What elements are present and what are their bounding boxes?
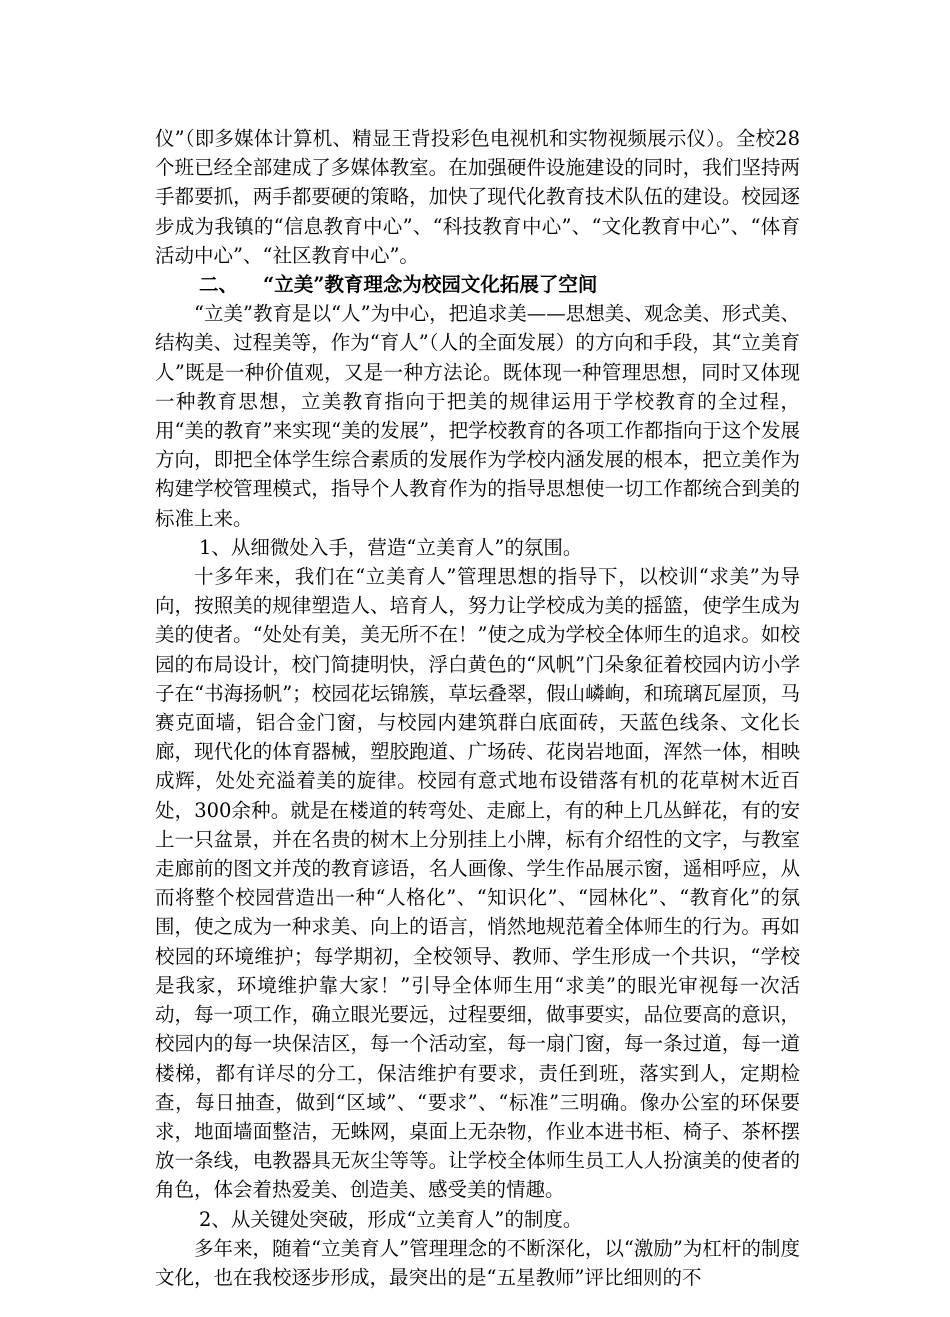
paragraph-concept: “立美”教育是以“人”为中心，把追求美——思想美、观念美、形式美、结构美、过程美等，作为“育人”（人的全面发展）的方向和手段，其“立美育人”既是一种价值观，又是一种方法论。既体现一种管理思想，同时又体现一种教育思想，立美教育指向于把美的规律运用于学校教育的全过程，用“美的教育”来实现“美的发展”，把学校教育的各项工作都指向于这个发展方向，即把全体学生综合素质的发展作为学校内涵发展的根本，把立美作为构建学校管理模式，指导个人教育作为的指导思想使一切工作都统合到美的标准上来。 <box>155 302 800 530</box>
section-heading-text: “立美”教育理念为校园文化拓展了空间 <box>263 273 598 297</box>
section-heading <box>155 270 800 299</box>
paragraph-detail: 十多年来，我们在“立美育人”管理思想的指导下，以校训“求美”为导向，按照美的规律塑造人、培育人，努力让学校成为美的摇篮，使学生成为美的使者。“处处有美，美无所不在！”使之成为学校全体师生的追求。如校园的布局设计，校门简捷明快，浮白黄色的“风帆”门朵象征着校园内访小学子在“书海扬帆”；校园花坛锦簇，草坛叠翠，假山嶙峋，和琉璃瓦屋顶，马赛克面墙，铝合金门窗，与校园内建筑群白底面砖，天蓝色线条、文化长廊，现代化的体育器械，塑胶跑道、广场砖、花岗岩地面，浑然一体，相映成辉，处处充溢着美的旋律。校园有意式地布设错落有机的花草树木近百处，300余种。就是在楼道的转弯处、走廊上，有的种上几丛鲜花，有的安上一只盆景，并在名贵的树木上分别挂上小牌，标有介绍性的文字，与教室走廊前的图文并茂的教育谚语，名人画像、学生作品展示窗，遥相呼应，从而将整个校园营造出一种“人格化”、“知识化”、“园林化”、“教育化”的氛围，使之成为一种求美、向上的语言，悄然地规范着全体师生的行为。再如校园的环境维护；每学期初，全校领导、教师、学生形成一个共识，“学校是我家，环境维护靠大家！”引导全体师生用“求美”的眼光审视每一次活动，每一项工作，确立眼光要远，过程要细，做事要实，品位要高的意识，校园内的每一块保洁区，每一个活动室，每一扇门窗，每一条过道，每一道楼梯，都有详尽的分工，保洁维护有要求，责任到班，落实到人，定期检查，每日抽查，做到“区域”、“要求”、“标准”三明确。像办公室的环保要求，地面墙面整洁，无蛛网，桌面上无杂物，作业本进书柜、椅子、茶杯摆放一条线，电教器具无灰尘等等。让学校全体师生员工人人扮演美的使者的角色，体会着热爱美、创造美、感受美的情趣。 <box>155 565 800 1202</box>
section-heading-number: 二、 <box>199 273 239 297</box>
paragraph-intro: 仪”（即多媒体计算机、精显王背投彩色电视机和实物视频展示仪）。全校28个班已经全部建成了多媒体教室。在加强硬件设施建设的同时，我们坚持两手都要抓，两手都要硬的策略，加快了现代化教育技术队伍的建设。校园逐步成为我镇的“信息教育中心”、“科技教育中心”、“文化教育中心”、“体育活动中心”、“社区教育中心”。 <box>155 127 800 267</box>
document-page <box>155 124 800 1292</box>
subheading-2: 2、从关键处突破，形成“立美育人”的制度。 <box>199 1207 583 1231</box>
subheading-1: 1、从细微处入手，营造“立美育人”的氛围。 <box>199 535 583 559</box>
paragraph-system: 多年来，随着“立美育人”管理理念的不断深化，以“激励”为杠杆的制度文化，也在我校逐步形成，最突出的是“五星教师”评比细则的不 <box>155 1236 800 1289</box>
